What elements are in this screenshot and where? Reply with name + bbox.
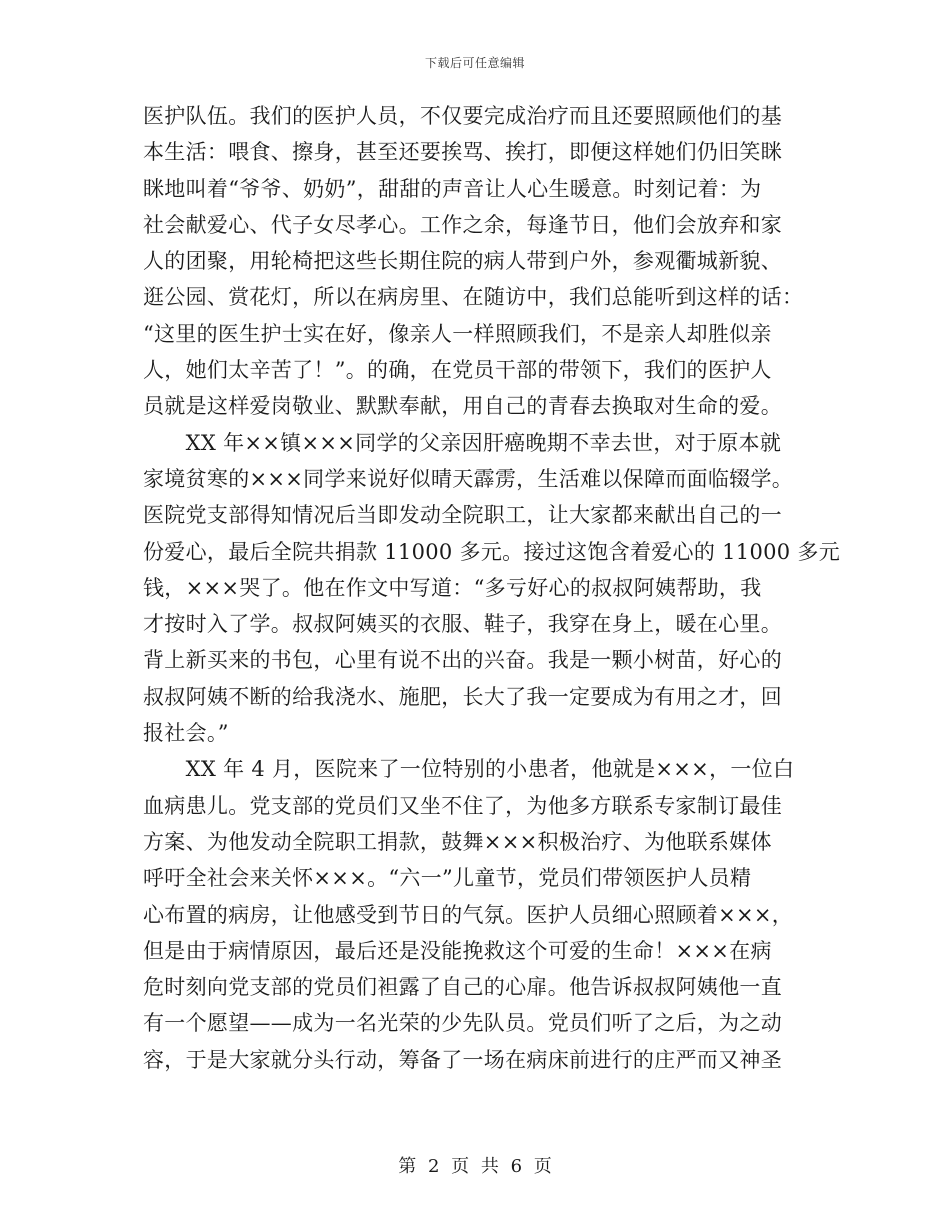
text-line: 容，于是大家就分头行动，筹备了一场在病床前进行的庄严而又神圣 [143, 1047, 782, 1072]
text-line: 有一个愿望——成为一名光荣的少先队员。党员们听了之后，为之动 [143, 1011, 782, 1036]
text-line: 份爱心，最后全院共捐款 11000 多元。接过这饱含着爱心的 11000 多元 [143, 539, 841, 564]
text-line: 才按时入了学。叔叔阿姨买的衣服、鞋子，我穿在身上，暖在心里。 [143, 612, 782, 637]
text-line: 本生活：喂食、擦身，甚至还要挨骂、挨打，即便这样她们仍旧笑眯 [143, 140, 782, 165]
text-line: 社会献爱心、代子女尽孝心。工作之余，每逢节日，他们会放弃和家 [143, 212, 782, 237]
text-line: 家境贫寒的×××同学来说好似晴天霹雳，生活难以保障而面临辍学。 [143, 466, 794, 491]
text-line: 眯地叫着“爷爷、奶奶”，甜甜的声音让人心生暖意。时刻记着：为 [143, 176, 762, 201]
text-line: 医护队伍。我们的医护人员，不仅要完成治疗而且还要照顾他们的基 [143, 104, 782, 128]
text-line: XX 年××镇×××同学的父亲因肝癌晚期不幸去世，对于原本就 [143, 430, 782, 455]
text-line: 但是由于病情原因，最后还是没能挽救这个可爱的生命！×××在病 [143, 938, 772, 963]
text-line: 危时刻向党支部的党员们袒露了自己的心扉。他告诉叔叔阿姨他一直 [143, 975, 782, 1000]
text-line: 心布置的病房，让他感受到节日的气氛。医护人员细心照顾着×××， [143, 902, 794, 927]
text-line: 呼吁全社会来关怀×××。“六一”儿童节，党员们带领医护人员精 [143, 866, 752, 891]
text-line: 人的团聚，用轮椅把这些长期住院的病人带到户外，参观衢城新貌、 [143, 249, 782, 274]
text-line: 背上新买来的书包，心里有说不出的兴奋。我是一颗小树苗，好心的 [143, 648, 782, 673]
text-line: 血病患儿。党支部的党员们又坐不住了，为他多方联系专家制订最佳 [143, 793, 782, 818]
page-header: 下载后可任意编辑 [424, 56, 525, 70]
text-line: 钱，×××哭了。他在作文中写道：“多亏好心的叔叔阿姨帮助，我 [143, 575, 762, 600]
text-line: 人，她们太辛苦了！”。的确，在党员干部的带领下，我们的医护人 [143, 358, 772, 383]
text-line: 方案、为他发动全院职工捐款，鼓舞×××积极治疗、为他联系媒体 [143, 829, 772, 854]
text-line: 叔叔阿姨不断的给我浇水、施肥，长大了我一定要成为有用之才，回 [143, 684, 782, 709]
text-line: 医院党支部得知情况后当即发动全院职工，让大家都来献出自己的一 [143, 503, 782, 528]
body-text [143, 98, 841, 1078]
text-line: XX 年 4 月，医院来了一位特别的小患者，他就是×××，一位白 [143, 757, 795, 782]
text-line: 报社会。” [143, 721, 229, 746]
page-number: 第 2 页 共 6 页 [398, 1156, 552, 1177]
text-line: “这里的医生护士实在好，像亲人一样照顾我们，不是亲人却胜似亲 [143, 321, 772, 346]
text-line: 员就是这样爱岗敬业、默默奉献，用自己的青春去换取对生命的爱。 [143, 394, 782, 419]
text-line: 逛公园、赏花灯，所以在病房里、在随访中，我们总能听到这样的话： [143, 285, 804, 310]
